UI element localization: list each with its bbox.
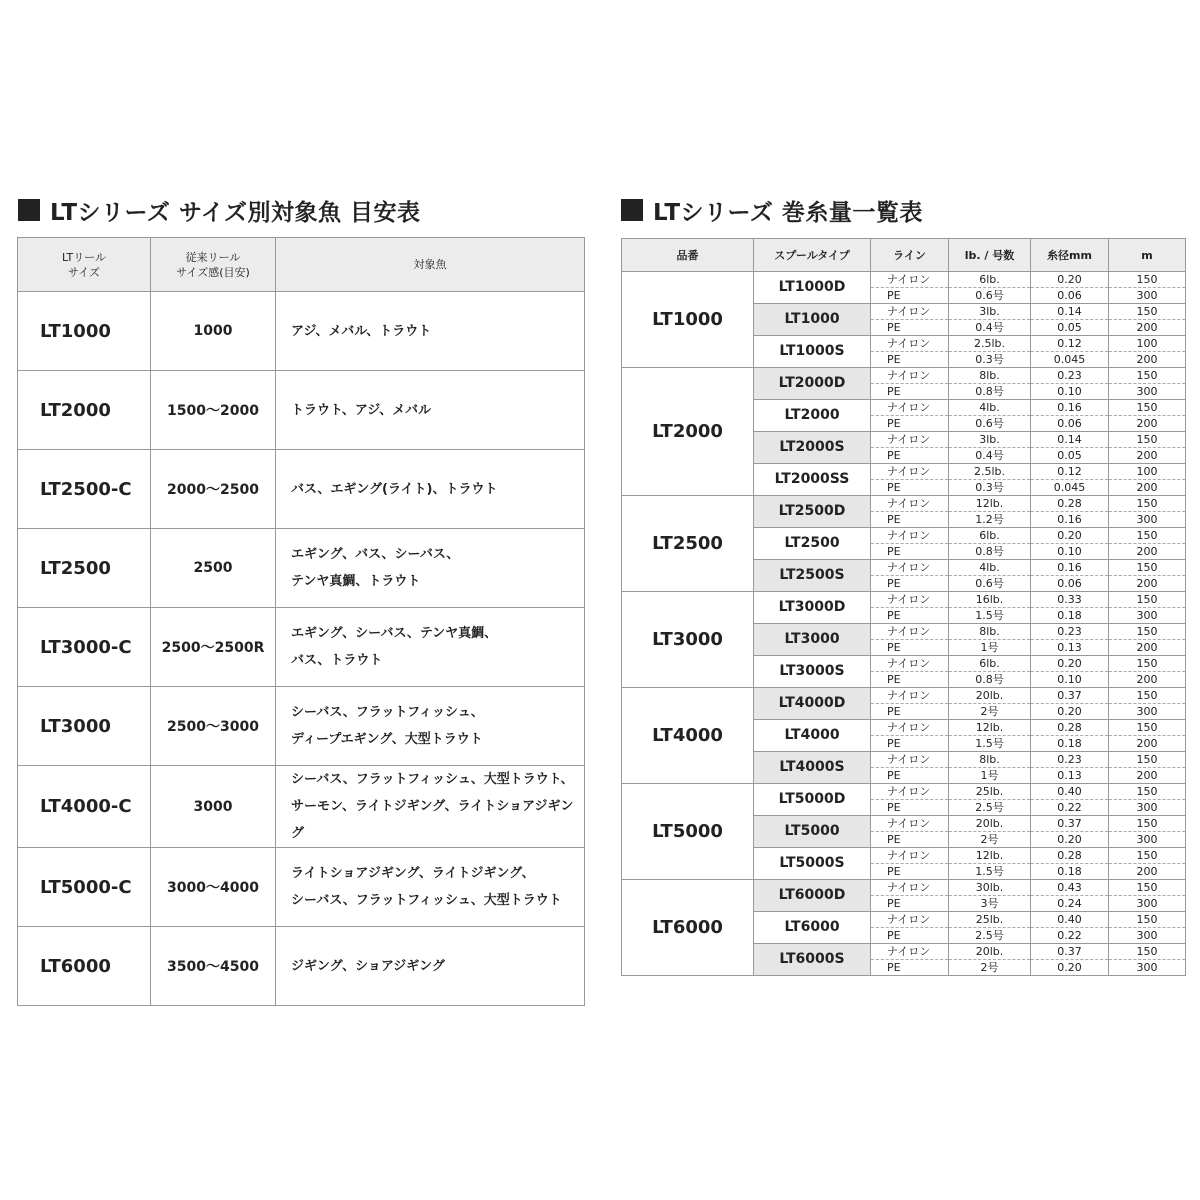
table-row: [18, 766, 585, 848]
diameter-cell: 0.23: [1031, 752, 1109, 768]
reel-size-cell: LT2500-C: [18, 450, 151, 529]
lb-number-cell: 0.6号: [949, 416, 1031, 432]
lb-number-cell: 12lb.: [949, 720, 1031, 736]
cell-text: バス、エギング(ライト)、トラウト: [291, 481, 498, 497]
line-type-cell: PE: [871, 544, 949, 560]
diameter-cell: 0.28: [1031, 720, 1109, 736]
diameter-cell: 0.13: [1031, 640, 1109, 656]
lb-number-cell: 6lb.: [949, 272, 1031, 288]
old-size-cell: 3000: [151, 766, 276, 848]
reel-size-cell: LT3000: [18, 687, 151, 766]
model-cell: LT4000: [622, 688, 754, 784]
lb-number-cell: 6lb.: [949, 656, 1031, 672]
line-type-cell: PE: [871, 704, 949, 720]
line-type-cell: PE: [871, 736, 949, 752]
diameter-cell: 0.20: [1031, 528, 1109, 544]
target-fish-cell: [276, 292, 585, 371]
meters-cell: 200: [1109, 672, 1186, 688]
reel-size-cell: LT1000: [18, 292, 151, 371]
table-row: [18, 848, 585, 927]
lb-number-cell: 25lb.: [949, 912, 1031, 928]
meters-cell: 300: [1109, 704, 1186, 720]
table-row: [18, 292, 585, 371]
diameter-cell: 0.28: [1031, 496, 1109, 512]
line-type-cell: PE: [871, 896, 949, 912]
meters-cell: 150: [1109, 816, 1186, 832]
line-type-cell: ナイロン: [871, 624, 949, 640]
spool-type-cell: LT6000: [754, 912, 871, 944]
square-bullet-icon: [18, 199, 40, 221]
cell-text: アジ、メバル、トラウト: [291, 323, 432, 339]
meters-cell: 150: [1109, 400, 1186, 416]
diameter-cell: 0.43: [1031, 880, 1109, 896]
spool-type-cell: LT3000: [754, 624, 871, 656]
lb-number-cell: 2号: [949, 704, 1031, 720]
lb-number-cell: 0.3号: [949, 480, 1031, 496]
line-type-cell: PE: [871, 320, 949, 336]
diameter-cell: 0.05: [1031, 320, 1109, 336]
header-meters: m: [1109, 239, 1186, 272]
table-row: [18, 529, 585, 608]
lb-number-cell: 1号: [949, 640, 1031, 656]
line-type-cell: ナイロン: [871, 496, 949, 512]
table-row: [622, 784, 1186, 800]
model-cell: LT2000: [622, 368, 754, 496]
lb-number-cell: 8lb.: [949, 752, 1031, 768]
lb-number-cell: 2号: [949, 832, 1031, 848]
target-fish-cell: [276, 927, 585, 1006]
diameter-cell: 0.18: [1031, 608, 1109, 624]
line-type-cell: ナイロン: [871, 944, 949, 960]
diameter-cell: 0.06: [1031, 288, 1109, 304]
header-line: ライン: [871, 239, 949, 272]
lb-number-cell: 0.4号: [949, 320, 1031, 336]
diameter-cell: 0.37: [1031, 944, 1109, 960]
spool-type-cell: LT5000: [754, 816, 871, 848]
line-type-cell: PE: [871, 576, 949, 592]
meters-cell: 100: [1109, 336, 1186, 352]
diameter-cell: 0.10: [1031, 544, 1109, 560]
size-guide-table: [17, 237, 585, 1006]
meters-cell: 300: [1109, 960, 1186, 976]
line-capacity-title: [621, 193, 923, 227]
lb-number-cell: 3号: [949, 896, 1031, 912]
reel-size-cell: LT5000-C: [18, 848, 151, 927]
header-spool-type: スプールタイプ: [754, 239, 871, 272]
meters-cell: 150: [1109, 496, 1186, 512]
spool-type-cell: LT2000S: [754, 432, 871, 464]
diameter-cell: 0.05: [1031, 448, 1109, 464]
spool-type-cell: LT4000S: [754, 752, 871, 784]
meters-cell: 200: [1109, 576, 1186, 592]
meters-cell: 200: [1109, 320, 1186, 336]
meters-cell: 150: [1109, 368, 1186, 384]
spool-type-cell: LT2500D: [754, 496, 871, 528]
diameter-cell: 0.045: [1031, 480, 1109, 496]
meters-cell: 150: [1109, 912, 1186, 928]
spool-type-cell: LT1000: [754, 304, 871, 336]
spool-type-cell: LT1000D: [754, 272, 871, 304]
meters-cell: 150: [1109, 784, 1186, 800]
line-type-cell: PE: [871, 768, 949, 784]
target-fish-cell: [276, 371, 585, 450]
reel-size-cell: LT2500: [18, 529, 151, 608]
size-guide-title-text: LTシリーズ サイズ別対象魚 目安表: [50, 199, 421, 226]
meters-cell: 150: [1109, 528, 1186, 544]
lb-number-cell: 20lb.: [949, 816, 1031, 832]
header-old-size: [151, 238, 276, 292]
meters-cell: 200: [1109, 448, 1186, 464]
lb-number-cell: 0.8号: [949, 544, 1031, 560]
line-type-cell: PE: [871, 672, 949, 688]
meters-cell: 300: [1109, 832, 1186, 848]
line-type-cell: PE: [871, 384, 949, 400]
lb-number-cell: 8lb.: [949, 368, 1031, 384]
meters-cell: 300: [1109, 512, 1186, 528]
line-type-cell: ナイロン: [871, 752, 949, 768]
line-type-cell: PE: [871, 800, 949, 816]
spool-type-cell: LT3000S: [754, 656, 871, 688]
model-cell: LT6000: [622, 880, 754, 976]
lb-number-cell: 3lb.: [949, 432, 1031, 448]
line-type-cell: ナイロン: [871, 880, 949, 896]
table-row: [18, 687, 585, 766]
diameter-cell: 0.12: [1031, 464, 1109, 480]
reel-size-cell: LT3000-C: [18, 608, 151, 687]
table-row: [18, 927, 585, 1006]
header-lt-size: [18, 238, 151, 292]
cell-text: 対象魚: [413, 258, 447, 271]
old-size-cell: 2000～2500: [151, 450, 276, 529]
meters-cell: 150: [1109, 272, 1186, 288]
lb-number-cell: 0.8号: [949, 384, 1031, 400]
line-type-cell: PE: [871, 608, 949, 624]
spool-type-cell: LT2000D: [754, 368, 871, 400]
target-fish-cell: [276, 687, 585, 766]
cell-text: LTリール サイズ: [61, 250, 107, 279]
lb-number-cell: 0.6号: [949, 576, 1031, 592]
lb-number-cell: 0.8号: [949, 672, 1031, 688]
lb-number-cell: 3lb.: [949, 304, 1031, 320]
diameter-cell: 0.24: [1031, 896, 1109, 912]
header-lb-number: lb. / 号数: [949, 239, 1031, 272]
table-row: [18, 608, 585, 687]
diameter-cell: 0.20: [1031, 656, 1109, 672]
diameter-cell: 0.14: [1031, 432, 1109, 448]
line-capacity-table: [621, 238, 1186, 976]
header-target-fish: [276, 238, 585, 292]
diameter-cell: 0.18: [1031, 736, 1109, 752]
table-row: [622, 592, 1186, 608]
model-cell: LT1000: [622, 272, 754, 368]
line-type-cell: PE: [871, 448, 949, 464]
meters-cell: 200: [1109, 416, 1186, 432]
meters-cell: 100: [1109, 464, 1186, 480]
line-type-cell: ナイロン: [871, 400, 949, 416]
meters-cell: 150: [1109, 656, 1186, 672]
square-bullet-icon: [621, 199, 643, 221]
diameter-cell: 0.16: [1031, 512, 1109, 528]
meters-cell: 200: [1109, 352, 1186, 368]
lb-number-cell: 12lb.: [949, 496, 1031, 512]
line-type-cell: ナイロン: [871, 304, 949, 320]
old-size-cell: 2500～2500R: [151, 608, 276, 687]
lb-number-cell: 2.5lb.: [949, 336, 1031, 352]
reel-size-cell: LT4000-C: [18, 766, 151, 848]
table-row: [622, 496, 1186, 512]
meters-cell: 300: [1109, 896, 1186, 912]
cell-text: ライトショアジギング、ライトジギング、 シーバス、フラットフィッシュ、大型トラウト: [291, 866, 562, 908]
line-type-cell: PE: [871, 288, 949, 304]
spool-type-cell: LT6000D: [754, 880, 871, 912]
lb-number-cell: 0.4号: [949, 448, 1031, 464]
line-type-cell: ナイロン: [871, 528, 949, 544]
line-type-cell: PE: [871, 928, 949, 944]
spool-type-cell: LT5000S: [754, 848, 871, 880]
diameter-cell: 0.10: [1031, 672, 1109, 688]
meters-cell: 200: [1109, 736, 1186, 752]
lb-number-cell: 0.6号: [949, 288, 1031, 304]
line-type-cell: ナイロン: [871, 656, 949, 672]
meters-cell: 150: [1109, 880, 1186, 896]
model-cell: LT3000: [622, 592, 754, 688]
line-type-cell: PE: [871, 640, 949, 656]
target-fish-cell: [276, 450, 585, 529]
spool-type-cell: LT4000D: [754, 688, 871, 720]
lb-number-cell: 8lb.: [949, 624, 1031, 640]
reel-size-cell: LT6000: [18, 927, 151, 1006]
lb-number-cell: 20lb.: [949, 944, 1031, 960]
cell-text: エギング、シーバス、テンヤ真鯛、 バス、トラウト: [291, 626, 498, 668]
meters-cell: 150: [1109, 624, 1186, 640]
cell-text: シーバス、フラットフィッシュ、大型トラウト、 サーモン、ライトジギング、ライトショアジギング: [291, 772, 574, 841]
diameter-cell: 0.22: [1031, 928, 1109, 944]
table-row: [18, 450, 585, 529]
lb-number-cell: 1.5号: [949, 736, 1031, 752]
meters-cell: 300: [1109, 384, 1186, 400]
lb-number-cell: 2.5号: [949, 928, 1031, 944]
lb-number-cell: 1.5号: [949, 864, 1031, 880]
lb-number-cell: 2号: [949, 960, 1031, 976]
old-size-cell: 3000～4000: [151, 848, 276, 927]
spool-type-cell: LT4000: [754, 720, 871, 752]
meters-cell: 200: [1109, 640, 1186, 656]
lb-number-cell: 4lb.: [949, 560, 1031, 576]
diameter-cell: 0.40: [1031, 784, 1109, 800]
lb-number-cell: 12lb.: [949, 848, 1031, 864]
diameter-cell: 0.06: [1031, 576, 1109, 592]
diameter-cell: 0.14: [1031, 304, 1109, 320]
line-type-cell: ナイロン: [871, 432, 949, 448]
old-size-cell: 1000: [151, 292, 276, 371]
lb-number-cell: 30lb.: [949, 880, 1031, 896]
table-row: [622, 368, 1186, 384]
diameter-cell: 0.37: [1031, 816, 1109, 832]
diameter-cell: 0.045: [1031, 352, 1109, 368]
size-guide-header-row: [18, 238, 585, 292]
target-fish-cell: [276, 848, 585, 927]
line-type-cell: ナイロン: [871, 848, 949, 864]
spool-type-cell: LT5000D: [754, 784, 871, 816]
diameter-cell: 0.12: [1031, 336, 1109, 352]
lb-number-cell: 1.2号: [949, 512, 1031, 528]
reel-size-cell: LT2000: [18, 371, 151, 450]
line-type-cell: PE: [871, 512, 949, 528]
lb-number-cell: 1号: [949, 768, 1031, 784]
line-capacity-header-row: [622, 239, 1186, 272]
diameter-cell: 0.23: [1031, 624, 1109, 640]
diameter-cell: 0.20: [1031, 704, 1109, 720]
line-type-cell: PE: [871, 864, 949, 880]
line-type-cell: ナイロン: [871, 368, 949, 384]
diameter-cell: 0.37: [1031, 688, 1109, 704]
model-cell: LT5000: [622, 784, 754, 880]
target-fish-cell: [276, 766, 585, 848]
diameter-cell: 0.23: [1031, 368, 1109, 384]
cell-text: ジギング、ショアジギング: [291, 958, 445, 974]
meters-cell: 150: [1109, 752, 1186, 768]
diameter-cell: 0.20: [1031, 272, 1109, 288]
spool-type-cell: LT2000: [754, 400, 871, 432]
diameter-cell: 0.20: [1031, 960, 1109, 976]
line-type-cell: ナイロン: [871, 720, 949, 736]
diameter-cell: 0.20: [1031, 832, 1109, 848]
meters-cell: 300: [1109, 288, 1186, 304]
line-type-cell: ナイロン: [871, 688, 949, 704]
meters-cell: 200: [1109, 544, 1186, 560]
lb-number-cell: 25lb.: [949, 784, 1031, 800]
lb-number-cell: 6lb.: [949, 528, 1031, 544]
meters-cell: 150: [1109, 688, 1186, 704]
cell-text: トラウト、アジ、メバル: [291, 402, 432, 418]
diameter-cell: 0.16: [1031, 560, 1109, 576]
meters-cell: 300: [1109, 800, 1186, 816]
lb-number-cell: 4lb.: [949, 400, 1031, 416]
diameter-cell: 0.16: [1031, 400, 1109, 416]
meters-cell: 150: [1109, 944, 1186, 960]
diameter-cell: 0.22: [1031, 800, 1109, 816]
target-fish-cell: [276, 529, 585, 608]
table-row: [18, 371, 585, 450]
diameter-cell: 0.40: [1031, 912, 1109, 928]
old-size-cell: 1500～2000: [151, 371, 276, 450]
line-type-cell: ナイロン: [871, 912, 949, 928]
line-type-cell: PE: [871, 480, 949, 496]
line-type-cell: ナイロン: [871, 336, 949, 352]
line-type-cell: ナイロン: [871, 464, 949, 480]
meters-cell: 200: [1109, 768, 1186, 784]
lb-number-cell: 0.3号: [949, 352, 1031, 368]
old-size-cell: 3500～4500: [151, 927, 276, 1006]
meters-cell: 150: [1109, 720, 1186, 736]
line-type-cell: ナイロン: [871, 272, 949, 288]
diameter-cell: 0.28: [1031, 848, 1109, 864]
spool-type-cell: LT6000S: [754, 944, 871, 976]
table-row: [622, 688, 1186, 704]
old-size-cell: 2500～3000: [151, 687, 276, 766]
spool-type-cell: LT2500: [754, 528, 871, 560]
line-type-cell: ナイロン: [871, 592, 949, 608]
cell-text: 従来リール サイズ感(目安): [176, 250, 250, 279]
lb-number-cell: 20lb.: [949, 688, 1031, 704]
diameter-cell: 0.33: [1031, 592, 1109, 608]
diameter-cell: 0.06: [1031, 416, 1109, 432]
line-type-cell: PE: [871, 960, 949, 976]
line-capacity-title-text: LTシリーズ 巻糸量一覧表: [653, 199, 923, 226]
lb-number-cell: 2.5号: [949, 800, 1031, 816]
target-fish-cell: [276, 608, 585, 687]
table-row: [622, 880, 1186, 896]
model-cell: LT2500: [622, 496, 754, 592]
meters-cell: 300: [1109, 928, 1186, 944]
header-model: 品番: [622, 239, 754, 272]
meters-cell: 200: [1109, 480, 1186, 496]
diameter-cell: 0.18: [1031, 864, 1109, 880]
line-type-cell: ナイロン: [871, 784, 949, 800]
lb-number-cell: 1.5号: [949, 608, 1031, 624]
meters-cell: 150: [1109, 432, 1186, 448]
meters-cell: 150: [1109, 304, 1186, 320]
spool-type-cell: LT3000D: [754, 592, 871, 624]
meters-cell: 150: [1109, 592, 1186, 608]
meters-cell: 150: [1109, 560, 1186, 576]
table-row: [622, 272, 1186, 288]
spool-type-cell: LT1000S: [754, 336, 871, 368]
meters-cell: 300: [1109, 608, 1186, 624]
size-guide-title: [18, 193, 421, 227]
line-type-cell: PE: [871, 416, 949, 432]
line-type-cell: ナイロン: [871, 560, 949, 576]
cell-text: シーバス、フラットフィッシュ、 ディープエギング、大型トラウト: [291, 705, 484, 747]
meters-cell: 150: [1109, 848, 1186, 864]
meters-cell: 200: [1109, 864, 1186, 880]
spool-type-cell: LT2000SS: [754, 464, 871, 496]
lb-number-cell: 16lb.: [949, 592, 1031, 608]
line-type-cell: PE: [871, 352, 949, 368]
old-size-cell: 2500: [151, 529, 276, 608]
line-type-cell: PE: [871, 832, 949, 848]
line-type-cell: ナイロン: [871, 816, 949, 832]
diameter-cell: 0.10: [1031, 384, 1109, 400]
diameter-cell: 0.13: [1031, 768, 1109, 784]
spool-type-cell: LT2500S: [754, 560, 871, 592]
header-diameter: 糸径mm: [1031, 239, 1109, 272]
cell-text: エギング、バス、シーバス、 テンヤ真鯛、トラウト: [291, 547, 460, 589]
lb-number-cell: 2.5lb.: [949, 464, 1031, 480]
